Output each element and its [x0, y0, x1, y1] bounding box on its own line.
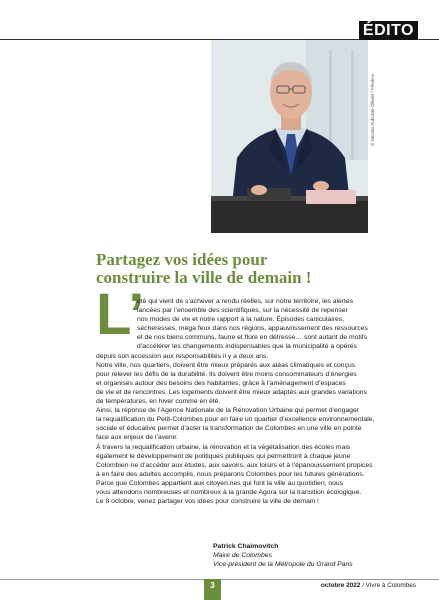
editorial-body — [96, 297, 418, 506]
signature-block — [213, 542, 423, 569]
mayor-photo — [211, 40, 368, 233]
body-line: d’accélérer les changements indispensables que la municipalité a opérés — [137, 343, 357, 351]
body-line: à en faire des adultes accomplis, nous préparons Colombes pour les futures générations. — [96, 470, 365, 478]
drop-cap: L’ — [96, 282, 145, 347]
body-line: sécheresses, méga feux dans nos régions, appauvrissement des ressources — [137, 325, 368, 333]
body-line: Le 8 octobre, venez partager vos idées pour construire la ville de demain ! — [96, 498, 319, 506]
body-line: Ainsi, la réponse de l’Agence Nationale de la Rénovation Urbaine qui permet d’engager — [96, 407, 359, 415]
body-line: vous attendons nombreuses et nombreux à la grande Agora sur la transition écologique. — [96, 488, 362, 496]
signature-name: Patrick Chaimovitch — [213, 543, 279, 550]
body-line: À travers la requalification urbaine, la rénovation et la végétalisation des écoles mais — [96, 443, 351, 451]
body-line: face aux enjeux de l’avenir. — [96, 434, 178, 442]
body-line: depuis son accession aux responsabilités il y a deux ans. — [96, 352, 269, 360]
page-number: 3 — [204, 579, 221, 600]
body-line: et de nos biens communs, faune et flore en détresse… sont autant de motifs — [137, 334, 368, 342]
body-line: pour relever les défis de la durabilité. Ils doivent être moins consommateurs d’énergies — [96, 370, 357, 378]
body-line: également le développement de politiques publiques qui permettront à chaque jeune — [96, 452, 351, 460]
body-line: de températures, en hiver comme en été. — [96, 398, 221, 406]
section-badge: ÉDITO — [359, 21, 418, 40]
body-line: et organisés autour des besoins des habitantes, grâce à l’aménagement d’espaces — [96, 379, 346, 387]
footer-title: / Vivre à Colombes — [362, 582, 416, 589]
body-line: été qui vient de s’achever a rendu réelles, sur notre territoire, les alertes — [137, 298, 354, 305]
signature-role: Maire de Colombes — [213, 552, 272, 559]
body-line: la requalification du Petit-Colombes pour en faire un quartier d’excellence environnementale, — [96, 416, 375, 424]
headline-line: construire la ville de demain ! — [96, 268, 312, 287]
body-line: Notre ville, nos quartiers, doivent être mieux préparés aux aléas climatiques et conçus — [96, 361, 356, 369]
body-line: lancées par l’ensemble des scientifiques, sur la nécessité de repenser — [137, 307, 348, 315]
body-line: nos modes de vie et notre rapport à la nature. Épisodes caniculaires, — [137, 316, 345, 324]
body-line: sociale et éducative permet d’acter la transformation de Colombes en une ville en pointe — [96, 425, 362, 433]
footer-publication — [321, 582, 416, 589]
mayor-portrait-illustration — [211, 40, 368, 233]
headline-line: Partagez vos idées pour — [96, 250, 268, 269]
headline — [96, 251, 416, 287]
signature-role: Vice-président de la Métropole du Grand Paris — [213, 561, 353, 568]
body-line: de vie et de rencontres. Les logements doivent être mieux adaptés aux grandes variations — [96, 388, 367, 396]
body-line: Colombien·ne d’accéder aux études, aux savoirs, aux loisirs et à l’épanouissement propices — [96, 461, 373, 469]
body-line: Parce que Colombes appartient aux citoyen.nes qui font la ville au quotidien, nous — [96, 479, 344, 487]
footer-date: octobre 2022 — [320, 582, 361, 589]
photo-credit: © Nicolas Auburtin-Ollivier / Flexbox — [370, 74, 375, 146]
